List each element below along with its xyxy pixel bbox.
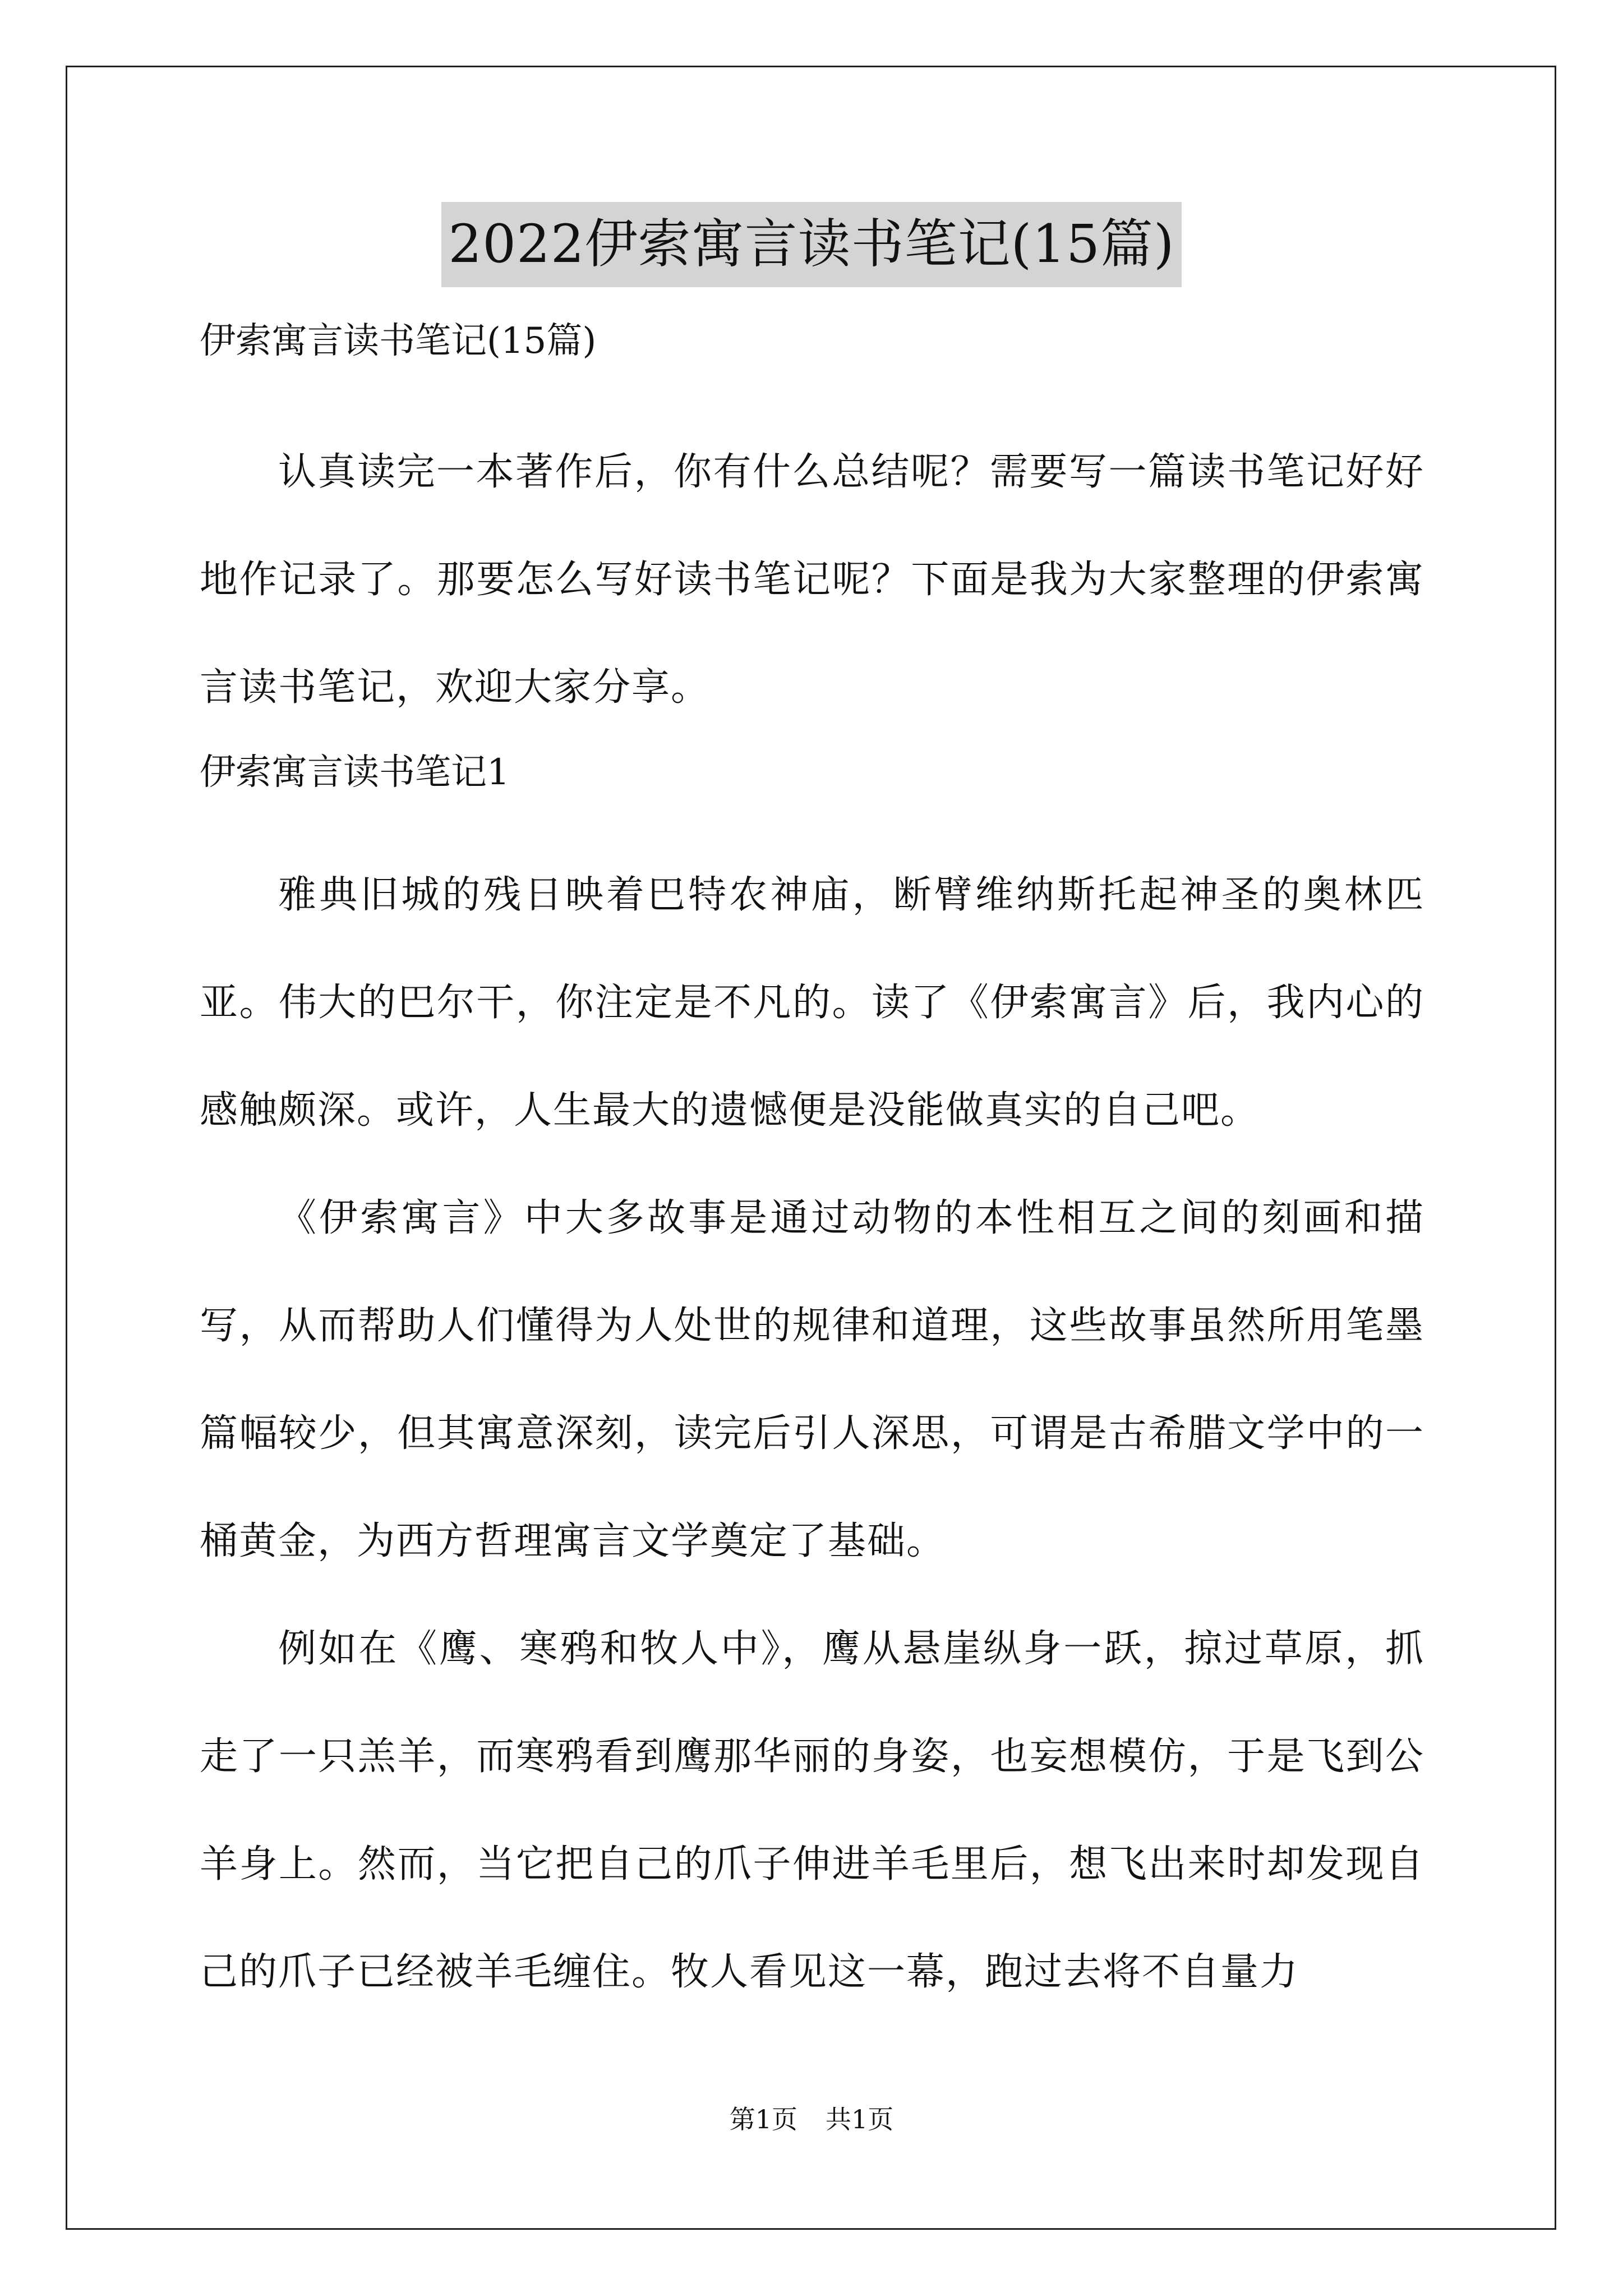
page-footer: [0, 2102, 1623, 2136]
document-body: [200, 314, 1424, 2026]
intro-paragraph: 认真读完一本著作后，你有什么总结呢？需要写一篇读书笔记好好地作记录了。那要怎么写好读书笔记呢？下面是我为大家整理的伊索寓言读书笔记，欢迎大家分享。: [200, 450, 1424, 710]
body-paragraph: 《伊索寓言》中大多故事是通过动物的本性相互之间的刻画和描写，从而帮助人们懂得为人处世的规律和道理，这些故事虽然所用笔墨篇幅较少，但其寓意深刻，读完后引人深思，可谓是古希腊文学中的一桶黄金，为西方哲理寓言文学奠定了基础。: [200, 1196, 1424, 1563]
body-paragraph: 雅典旧城的残日映着巴特农神庙，断臂维纳斯托起神圣的奥林匹亚。伟大的巴尔干，你注定是不凡的。读了《伊索寓言》后，我内心的感触颇深。或许，人生最大的遗憾便是没能做真实的自己吧。: [200, 873, 1424, 1133]
title-container: [0, 202, 1623, 287]
body-paragraph: 例如在《鹰、寒鸦和牧人中》，鹰从悬崖纵身一跃，掠过草原，抓走了一只羔羊，而寒鸦看到鹰那华丽的身姿，也妄想模仿，于是飞到公羊身上。然而，当它把自己的爪子伸进羊毛里后，想飞出来时却发现自己的爪子已经被羊毛缠住。牧人看见这一幕，跑过去将不自量力: [200, 1627, 1424, 1994]
document-subtitle: 伊索寓言读书笔记(15篇): [200, 320, 597, 362]
page-number: 第1页: [729, 2104, 797, 2134]
page-total: 共1页: [826, 2104, 894, 2134]
section-heading: 伊索寓言读书笔记1: [200, 752, 510, 793]
document-title: 2022伊索寓言读书笔记(15篇): [441, 202, 1181, 287]
